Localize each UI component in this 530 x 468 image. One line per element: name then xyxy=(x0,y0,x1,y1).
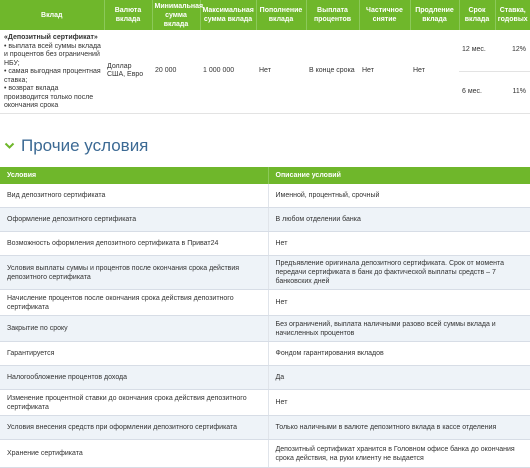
condition-desc: Нет xyxy=(268,390,530,416)
col-conditions: Условия xyxy=(0,167,268,184)
deposit-term: 6 мес. xyxy=(459,72,495,114)
col-min-sum: Минимальная сумма вклада xyxy=(152,0,200,30)
table-row xyxy=(0,416,530,440)
col-description: Описание условий xyxy=(268,167,530,184)
col-payout: Выплата процентов xyxy=(306,0,359,30)
deposit-currency: Доллар США, Евро xyxy=(104,30,152,113)
deposit-rate: 11% xyxy=(495,72,530,114)
condition-desc: В любом отделении банка xyxy=(268,208,530,232)
condition-name: Условия выплаты суммы и процентов после окончания срока действия депозитного сертификата xyxy=(0,256,268,290)
table-row xyxy=(0,390,530,416)
deposit-payout: В конце срока xyxy=(306,30,359,113)
condition-name: Хранение сертификата xyxy=(0,440,268,468)
condition-desc: Да xyxy=(268,366,530,390)
table-row xyxy=(0,290,530,316)
condition-name: Гарантируется xyxy=(0,342,268,366)
deposit-max-sum: 1 000 000 xyxy=(200,30,256,113)
table-row xyxy=(0,256,530,290)
deposit-rate: 12% xyxy=(495,30,530,72)
deposit-bullet: • выплата всей суммы вклада и процентов без ограничений НБУ; xyxy=(4,43,102,69)
conditions-header-row xyxy=(0,167,530,184)
condition-desc: Именной, процентный, срочный xyxy=(268,184,530,208)
col-replenish: Пополнение вклада xyxy=(256,0,306,30)
deposit-term: 12 мес. xyxy=(459,30,495,72)
conditions-table xyxy=(0,167,530,468)
chevron-down-icon[interactable] xyxy=(4,140,15,151)
col-partial: Частичное снятие xyxy=(359,0,410,30)
col-prolong: Продление вклада xyxy=(410,0,459,30)
table-row xyxy=(0,366,530,390)
deposit-bullet: • самая выгодная процентная ставка; xyxy=(4,68,102,85)
condition-name: Условия внесения средств при оформлении депозитного сертификата xyxy=(0,416,268,440)
deposit-title: «Депозитный сертификат» xyxy=(4,34,102,43)
condition-desc: Предъявление оригинала депозитного сертификата. Срок от момента передачи сертификата в банк до фактической выплаты средств – 7 банковских дней xyxy=(268,256,530,290)
condition-name: Возможность оформления депозитного сертификата в Приват24 xyxy=(0,232,268,256)
condition-name: Закрытие по сроку xyxy=(0,316,268,342)
section-title: Прочие условия xyxy=(21,136,148,156)
deposit-bullet: • возврат вклада производится только после окончания срока xyxy=(4,85,102,111)
deposit-row xyxy=(0,30,530,72)
condition-name: Вид депозитного сертификата xyxy=(0,184,268,208)
condition-name: Оформление депозитного сертификата xyxy=(0,208,268,232)
table-row xyxy=(0,440,530,468)
col-deposit: Вклад xyxy=(0,0,104,30)
deposit-header-row xyxy=(0,0,530,30)
condition-desc: Фондом гарантирования вкладов xyxy=(268,342,530,366)
table-row xyxy=(0,208,530,232)
condition-name: Налогообложение процентов дохода xyxy=(0,366,268,390)
table-row xyxy=(0,342,530,366)
condition-desc: Депозитный сертификат хранится в Головном офисе банка до окончания срока действия, на руки клиенту не выдается xyxy=(268,440,530,468)
deposit-replenish: Нет xyxy=(256,30,306,113)
col-rate: Ставка, годовых xyxy=(495,0,530,30)
condition-desc: Нет xyxy=(268,290,530,316)
table-row xyxy=(0,232,530,256)
condition-name: Изменение процентной ставки до окончания срока действия депозитного сертификата xyxy=(0,390,268,416)
deposit-min-sum: 20 000 xyxy=(152,30,200,113)
condition-desc: Нет xyxy=(268,232,530,256)
section-header[interactable] xyxy=(0,134,530,158)
deposit-prolong: Нет xyxy=(410,30,459,113)
deposit-description xyxy=(0,30,104,113)
condition-name: Начисление процентов после окончания срока действия депозитного сертификата xyxy=(0,290,268,316)
col-term: Срок вклада xyxy=(459,0,495,30)
condition-desc: Только наличными в валюте депозитного вклада в кассе отделения xyxy=(268,416,530,440)
deposit-table xyxy=(0,0,530,114)
col-currency: Валюта вклада xyxy=(104,0,152,30)
condition-desc: Без ограничений, выплата наличными разово всей суммы вклада и начисленных процентов xyxy=(268,316,530,342)
deposit-partial: Нет xyxy=(359,30,410,113)
table-row xyxy=(0,316,530,342)
col-max-sum: Максимальная сумма вклада xyxy=(200,0,256,30)
table-row xyxy=(0,184,530,208)
